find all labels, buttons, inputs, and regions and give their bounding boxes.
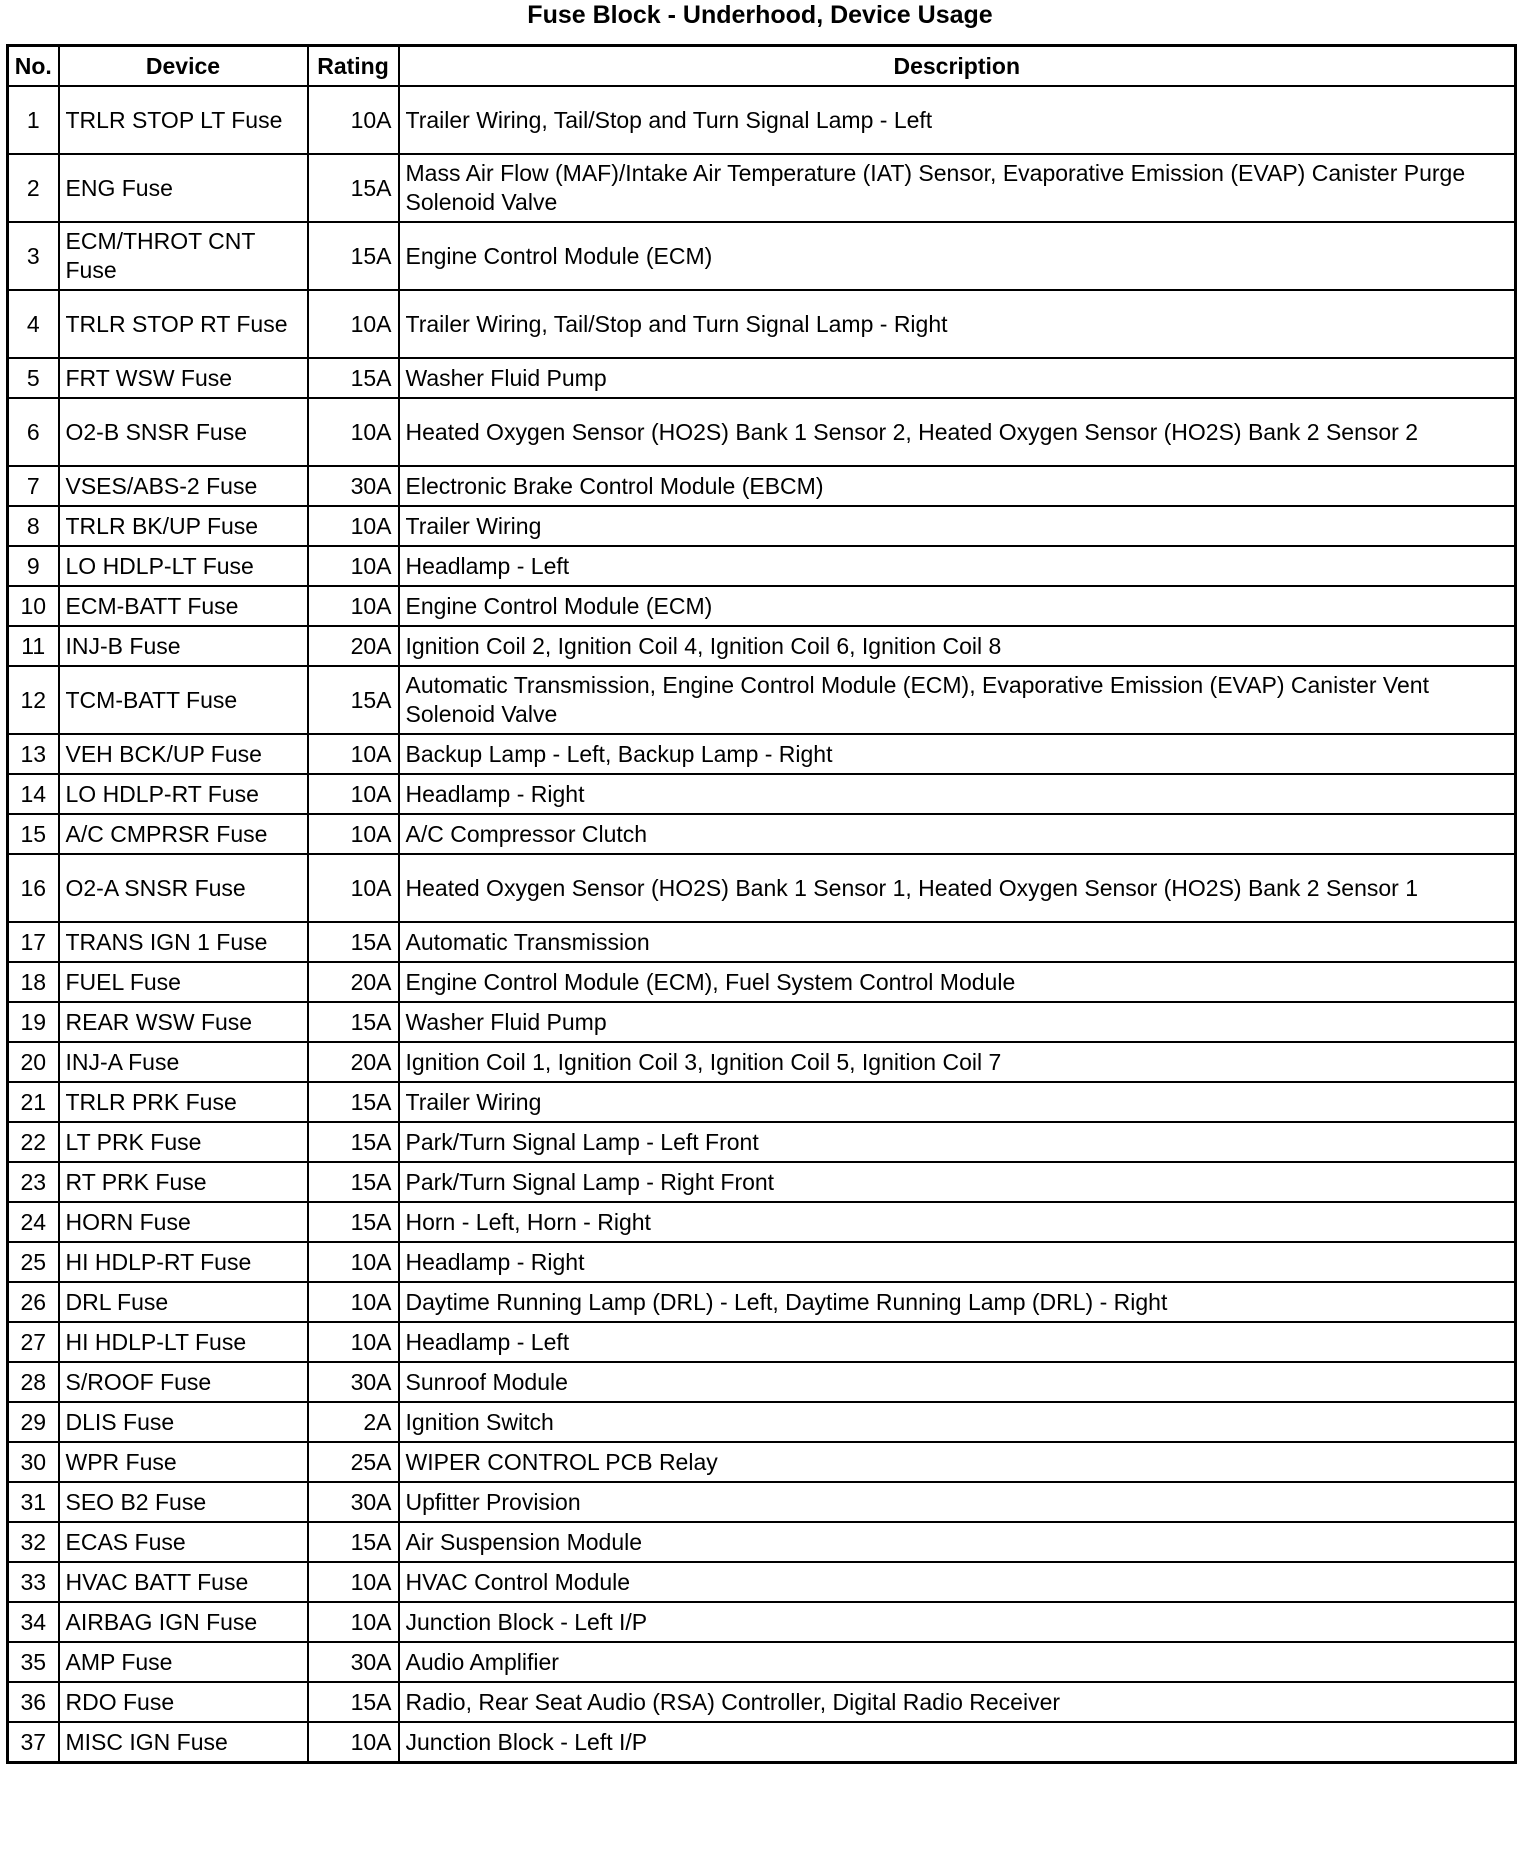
fuse-description-cell: Junction Block - Left I/P <box>399 1602 1516 1642</box>
fuse-rating-cell: 20A <box>308 962 399 1002</box>
fuse-number-cell: 15 <box>8 814 59 854</box>
fuse-device-cell: TCM-BATT Fuse <box>59 666 308 734</box>
column-header-no: No. <box>8 46 59 87</box>
fuse-device-cell: O2-B SNSR Fuse <box>59 398 308 466</box>
fuse-device-cell: HI HDLP-RT Fuse <box>59 1242 308 1282</box>
fuse-device-cell: MISC IGN Fuse <box>59 1722 308 1763</box>
fuse-device-cell: HI HDLP-LT Fuse <box>59 1322 308 1362</box>
fuse-description-cell: Washer Fluid Pump <box>399 1002 1516 1042</box>
fuse-device-cell: INJ-B Fuse <box>59 626 308 666</box>
fuse-description-cell: Heated Oxygen Sensor (HO2S) Bank 1 Sensor 2, Heated Oxygen Sensor (HO2S) Bank 2 Sensor 2 <box>399 398 1516 466</box>
fuse-rating-cell: 15A <box>308 1002 399 1042</box>
fuse-device-cell: AMP Fuse <box>59 1642 308 1682</box>
fuse-description-cell: Daytime Running Lamp (DRL) - Left, Daytime Running Lamp (DRL) - Right <box>399 1282 1516 1322</box>
fuse-description-cell: Audio Amplifier <box>399 1642 1516 1682</box>
fuse-rating-cell: 10A <box>308 290 399 358</box>
table-row <box>8 1082 1516 1122</box>
fuse-description-cell: Trailer Wiring, Tail/Stop and Turn Signal Lamp - Left <box>399 86 1516 154</box>
fuse-device-cell: ECM-BATT Fuse <box>59 586 308 626</box>
table-row <box>8 1362 1516 1402</box>
fuse-description-cell: Upfitter Provision <box>399 1482 1516 1522</box>
fuse-number-cell: 5 <box>8 358 59 398</box>
fuse-device-cell: TRLR STOP LT Fuse <box>59 86 308 154</box>
fuse-description-cell: Ignition Switch <box>399 1402 1516 1442</box>
table-row <box>8 1402 1516 1442</box>
fuse-rating-cell: 15A <box>308 1682 399 1722</box>
fuse-number-cell: 8 <box>8 506 59 546</box>
fuse-rating-cell: 10A <box>308 86 399 154</box>
table-row <box>8 1602 1516 1642</box>
fuse-device-cell: FUEL Fuse <box>59 962 308 1002</box>
fuse-device-cell: HORN Fuse <box>59 1202 308 1242</box>
fuse-number-cell: 34 <box>8 1602 59 1642</box>
fuse-rating-cell: 30A <box>308 1482 399 1522</box>
fuse-description-cell: Engine Control Module (ECM) <box>399 586 1516 626</box>
fuse-device-cell: FRT WSW Fuse <box>59 358 308 398</box>
table-row <box>8 1002 1516 1042</box>
fuse-description-cell: Headlamp - Left <box>399 546 1516 586</box>
fuse-device-cell: INJ-A Fuse <box>59 1042 308 1082</box>
fuse-description-cell: Headlamp - Left <box>399 1322 1516 1362</box>
table-row <box>8 626 1516 666</box>
fuse-number-cell: 23 <box>8 1162 59 1202</box>
fuse-rating-cell: 10A <box>308 1242 399 1282</box>
fuse-description-cell: Washer Fluid Pump <box>399 358 1516 398</box>
fuse-device-cell: DRL Fuse <box>59 1282 308 1322</box>
fuse-number-cell: 11 <box>8 626 59 666</box>
fuse-rating-cell: 15A <box>308 666 399 734</box>
fuse-number-cell: 21 <box>8 1082 59 1122</box>
fuse-description-cell: Trailer Wiring <box>399 506 1516 546</box>
fuse-usage-table <box>6 44 1517 1764</box>
fuse-device-cell: SEO B2 Fuse <box>59 1482 308 1522</box>
fuse-description-cell: Automatic Transmission <box>399 922 1516 962</box>
fuse-device-cell: ECAS Fuse <box>59 1522 308 1562</box>
table-row <box>8 666 1516 734</box>
fuse-device-cell: DLIS Fuse <box>59 1402 308 1442</box>
fuse-number-cell: 35 <box>8 1642 59 1682</box>
fuse-number-cell: 27 <box>8 1322 59 1362</box>
fuse-number-cell: 25 <box>8 1242 59 1282</box>
table-row <box>8 1122 1516 1162</box>
fuse-number-cell: 14 <box>8 774 59 814</box>
table-row <box>8 1162 1516 1202</box>
fuse-number-cell: 12 <box>8 666 59 734</box>
fuse-number-cell: 6 <box>8 398 59 466</box>
fuse-description-cell: A/C Compressor Clutch <box>399 814 1516 854</box>
fuse-rating-cell: 10A <box>308 814 399 854</box>
fuse-device-cell: A/C CMPRSR Fuse <box>59 814 308 854</box>
fuse-rating-cell: 15A <box>308 1522 399 1562</box>
fuse-description-cell: Automatic Transmission, Engine Control Module (ECM), Evaporative Emission (EVAP) Canister Vent Solenoid Valve <box>399 666 1516 734</box>
fuse-device-cell: RT PRK Fuse <box>59 1162 308 1202</box>
table-row <box>8 1322 1516 1362</box>
table-row <box>8 734 1516 774</box>
fuse-device-cell: WPR Fuse <box>59 1442 308 1482</box>
fuse-description-cell: Sunroof Module <box>399 1362 1516 1402</box>
fuse-rating-cell: 15A <box>308 1202 399 1242</box>
fuse-description-cell: Ignition Coil 1, Ignition Coil 3, Ignition Coil 5, Ignition Coil 7 <box>399 1042 1516 1082</box>
fuse-number-cell: 10 <box>8 586 59 626</box>
fuse-description-cell: Mass Air Flow (MAF)/Intake Air Temperature (IAT) Sensor, Evaporative Emission (EVAP) Canister Purge Solenoid Valve <box>399 154 1516 222</box>
fuse-number-cell: 30 <box>8 1442 59 1482</box>
fuse-number-cell: 37 <box>8 1722 59 1763</box>
fuse-description-cell: Junction Block - Left I/P <box>399 1722 1516 1763</box>
table-row <box>8 774 1516 814</box>
fuse-number-cell: 3 <box>8 222 59 290</box>
fuse-description-cell: Headlamp - Right <box>399 1242 1516 1282</box>
fuse-rating-cell: 10A <box>308 1602 399 1642</box>
fuse-number-cell: 13 <box>8 734 59 774</box>
fuse-number-cell: 7 <box>8 466 59 506</box>
fuse-device-cell: ECM/THROT CNT Fuse <box>59 222 308 290</box>
fuse-rating-cell: 20A <box>308 626 399 666</box>
table-header-row <box>8 46 1516 87</box>
fuse-rating-cell: 10A <box>308 1562 399 1602</box>
fuse-device-cell: TRLR PRK Fuse <box>59 1082 308 1122</box>
fuse-device-cell: LO HDLP-RT Fuse <box>59 774 308 814</box>
fuse-rating-cell: 2A <box>308 1402 399 1442</box>
table-row <box>8 506 1516 546</box>
fuse-number-cell: 29 <box>8 1402 59 1442</box>
table-row <box>8 1282 1516 1322</box>
fuse-description-cell: Radio, Rear Seat Audio (RSA) Controller, Digital Radio Receiver <box>399 1682 1516 1722</box>
fuse-number-cell: 24 <box>8 1202 59 1242</box>
fuse-device-cell: VEH BCK/UP Fuse <box>59 734 308 774</box>
fuse-number-cell: 16 <box>8 854 59 922</box>
fuse-description-cell: Air Suspension Module <box>399 1522 1516 1562</box>
fuse-description-cell: WIPER CONTROL PCB Relay <box>399 1442 1516 1482</box>
table-row <box>8 854 1516 922</box>
fuse-device-cell: TRANS IGN 1 Fuse <box>59 922 308 962</box>
page-title: Fuse Block - Underhood, Device Usage <box>527 1 993 29</box>
fuse-device-cell: RDO Fuse <box>59 1682 308 1722</box>
table-row <box>8 222 1516 290</box>
fuse-rating-cell: 15A <box>308 922 399 962</box>
fuse-number-cell: 18 <box>8 962 59 1002</box>
fuse-device-cell: ENG Fuse <box>59 154 308 222</box>
fuse-rating-cell: 10A <box>308 774 399 814</box>
fuse-number-cell: 17 <box>8 922 59 962</box>
fuse-description-cell: Horn - Left, Horn - Right <box>399 1202 1516 1242</box>
fuse-rating-cell: 10A <box>308 734 399 774</box>
fuse-device-cell: HVAC BATT Fuse <box>59 1562 308 1602</box>
fuse-rating-cell: 10A <box>308 586 399 626</box>
fuse-number-cell: 19 <box>8 1002 59 1042</box>
fuse-device-cell: TRLR STOP RT Fuse <box>59 290 308 358</box>
table-row <box>8 1642 1516 1682</box>
fuse-number-cell: 28 <box>8 1362 59 1402</box>
fuse-device-cell: VSES/ABS-2 Fuse <box>59 466 308 506</box>
fuse-number-cell: 31 <box>8 1482 59 1522</box>
table-row <box>8 358 1516 398</box>
fuse-rating-cell: 15A <box>308 222 399 290</box>
fuse-rating-cell: 10A <box>308 1722 399 1763</box>
table-row <box>8 1522 1516 1562</box>
fuse-number-cell: 4 <box>8 290 59 358</box>
fuse-rating-cell: 10A <box>308 398 399 466</box>
fuse-rating-cell: 15A <box>308 154 399 222</box>
fuse-rating-cell: 10A <box>308 506 399 546</box>
fuse-rating-cell: 30A <box>308 1642 399 1682</box>
fuse-description-cell: Park/Turn Signal Lamp - Left Front <box>399 1122 1516 1162</box>
table-row <box>8 546 1516 586</box>
fuse-rating-cell: 10A <box>308 854 399 922</box>
fuse-device-cell: AIRBAG IGN Fuse <box>59 1602 308 1642</box>
fuse-rating-cell: 20A <box>308 1042 399 1082</box>
fuse-description-cell: Electronic Brake Control Module (EBCM) <box>399 466 1516 506</box>
fuse-rating-cell: 10A <box>308 546 399 586</box>
fuse-number-cell: 9 <box>8 546 59 586</box>
column-header-device: Device <box>59 46 308 87</box>
table-row <box>8 1722 1516 1763</box>
table-row <box>8 962 1516 1002</box>
fuse-device-cell: LT PRK Fuse <box>59 1122 308 1162</box>
fuse-description-cell: HVAC Control Module <box>399 1562 1516 1602</box>
fuse-rating-cell: 30A <box>308 466 399 506</box>
fuse-rating-cell: 15A <box>308 1082 399 1122</box>
table-row <box>8 1442 1516 1482</box>
table-row <box>8 1202 1516 1242</box>
fuse-device-cell: TRLR BK/UP Fuse <box>59 506 308 546</box>
table-row <box>8 1482 1516 1522</box>
table-row <box>8 1242 1516 1282</box>
table-row <box>8 154 1516 222</box>
fuse-rating-cell: 15A <box>308 1122 399 1162</box>
fuse-rating-cell: 10A <box>308 1322 399 1362</box>
fuse-number-cell: 2 <box>8 154 59 222</box>
fuse-device-cell: LO HDLP-LT Fuse <box>59 546 308 586</box>
fuse-device-cell: O2-A SNSR Fuse <box>59 854 308 922</box>
fuse-rating-cell: 25A <box>308 1442 399 1482</box>
fuse-number-cell: 36 <box>8 1682 59 1722</box>
table-row <box>8 398 1516 466</box>
fuse-description-cell: Engine Control Module (ECM) <box>399 222 1516 290</box>
column-header-description: Description <box>399 46 1516 87</box>
table-body <box>8 86 1516 1763</box>
fuse-description-cell: Park/Turn Signal Lamp - Right Front <box>399 1162 1516 1202</box>
table-row <box>8 814 1516 854</box>
table-row <box>8 586 1516 626</box>
fuse-rating-cell: 10A <box>308 1282 399 1322</box>
fuse-number-cell: 32 <box>8 1522 59 1562</box>
table-row <box>8 86 1516 154</box>
fuse-number-cell: 26 <box>8 1282 59 1322</box>
fuse-number-cell: 1 <box>8 86 59 154</box>
fuse-description-cell: Headlamp - Right <box>399 774 1516 814</box>
fuse-rating-cell: 15A <box>308 358 399 398</box>
fuse-number-cell: 22 <box>8 1122 59 1162</box>
column-header-rating: Rating <box>308 46 399 87</box>
table-row <box>8 922 1516 962</box>
fuse-description-cell: Trailer Wiring <box>399 1082 1516 1122</box>
fuse-description-cell: Heated Oxygen Sensor (HO2S) Bank 1 Sensor 1, Heated Oxygen Sensor (HO2S) Bank 2 Sensor 1 <box>399 854 1516 922</box>
fuse-number-cell: 33 <box>8 1562 59 1602</box>
table-row <box>8 1682 1516 1722</box>
fuse-device-cell: S/ROOF Fuse <box>59 1362 308 1402</box>
fuse-rating-cell: 30A <box>308 1362 399 1402</box>
fuse-description-cell: Trailer Wiring, Tail/Stop and Turn Signal Lamp - Right <box>399 290 1516 358</box>
fuse-description-cell: Backup Lamp - Left, Backup Lamp - Right <box>399 734 1516 774</box>
fuse-number-cell: 20 <box>8 1042 59 1082</box>
table-row <box>8 290 1516 358</box>
fuse-description-cell: Ignition Coil 2, Ignition Coil 4, Ignition Coil 6, Ignition Coil 8 <box>399 626 1516 666</box>
table-row <box>8 1042 1516 1082</box>
fuse-description-cell: Engine Control Module (ECM), Fuel System Control Module <box>399 962 1516 1002</box>
fuse-rating-cell: 15A <box>308 1162 399 1202</box>
table-row <box>8 466 1516 506</box>
table-row <box>8 1562 1516 1602</box>
fuse-device-cell: REAR WSW Fuse <box>59 1002 308 1042</box>
